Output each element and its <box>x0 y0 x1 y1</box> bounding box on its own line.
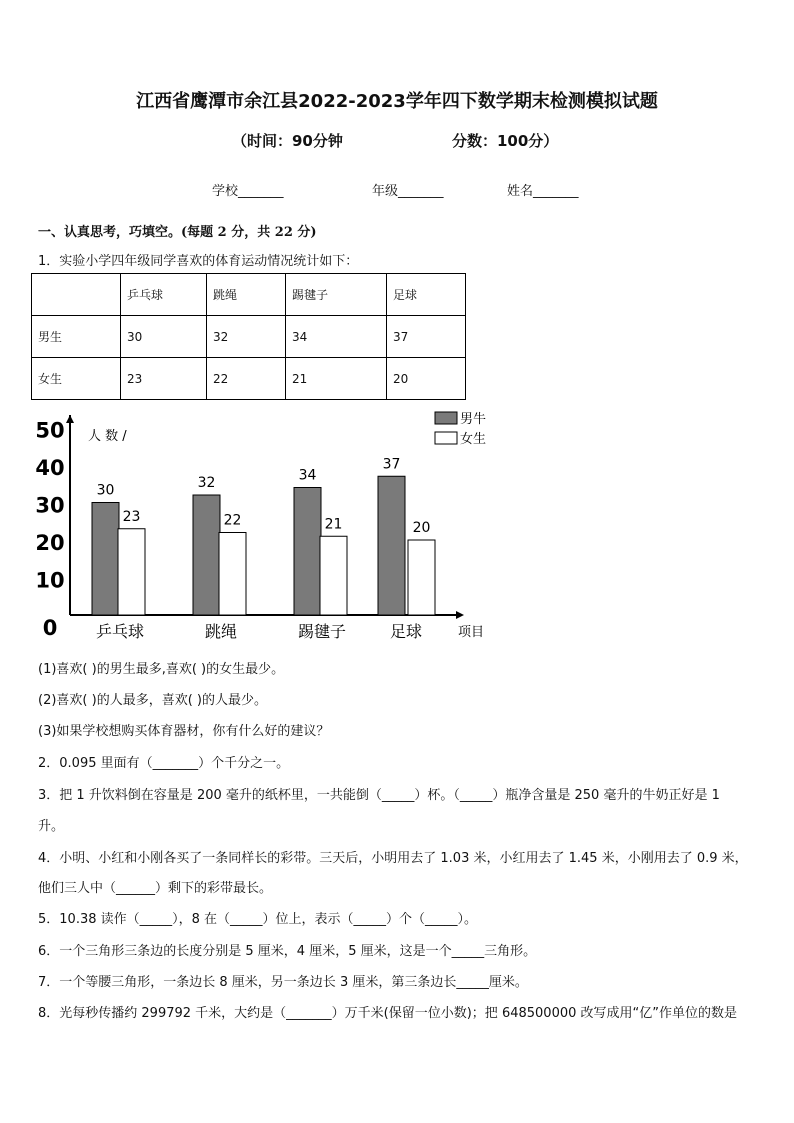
question-line: 6．一个三角形三条边的长度分别是 5 厘米，4 厘米，5 厘米，这是一个_____三角形。 <box>38 944 537 959</box>
exam-score: 分数：100分） <box>452 132 559 150</box>
name-field[interactable]: 姓名_______ <box>507 184 579 199</box>
stats-table <box>31 273 466 400</box>
table-cell: 32 <box>207 316 286 358</box>
legend-swatch-girls <box>435 432 457 444</box>
question-line: 2．0.095 里面有（_______）个千分之一。 <box>38 756 290 771</box>
data-label: 21 <box>324 516 343 533</box>
table-cell: 男生 <box>32 316 121 358</box>
y-tick-label: 20 <box>35 531 65 555</box>
y-axis-arrow <box>66 415 74 423</box>
data-label: 23 <box>122 508 141 525</box>
data-label: 20 <box>412 520 431 536</box>
question-1-part-1: (1)喜欢( )的男生最多,喜欢( )的女生最少。 <box>38 662 285 677</box>
y-tick-label: 10 <box>35 568 65 593</box>
data-label: 30 <box>96 482 115 499</box>
question-line: 5．10.38 读作（_____），8 在（_____）位上，表示（_____）个（_____）。 <box>38 912 478 927</box>
school-field[interactable]: 学校_______ <box>212 184 284 199</box>
table-cell: 34 <box>286 316 387 358</box>
table-cell <box>32 274 121 316</box>
grade-field[interactable]: 年级_______ <box>372 184 444 199</box>
data-label: 34 <box>298 467 317 484</box>
table-cell: 30 <box>121 316 207 358</box>
bar-girls <box>118 529 145 615</box>
bar-boys <box>92 503 119 616</box>
table-cell: 乒乓球 <box>121 274 207 316</box>
x-tick-label: 足球 <box>389 622 423 641</box>
bar-boys <box>294 488 321 616</box>
data-label: 32 <box>197 475 216 491</box>
table-cell: 20 <box>387 358 466 400</box>
bar-girls <box>219 533 246 616</box>
table-row <box>32 316 466 358</box>
question-line: 8．光每秒传播约 299792 千米，大约是（_______）万千米(保留一位小数)；把 648500000 改写成用“亿”作单位的数是 <box>38 1006 737 1021</box>
question-line: 4．小明、小红和小刚各买了一条同样长的彩带。三天后，小明用去了 1.03 米，小红用去了 1.45 米，小刚用去了 0.9 米， <box>38 851 748 866</box>
bar-girls <box>408 540 435 615</box>
y-tick-label: 30 <box>35 493 65 518</box>
question-line: 3．把 1 升饮料倒在容量是 200 毫升的纸杯里，一共能倒（_____）杯。（_____）瓶净含量是 250 毫升的牛奶正好是 1 <box>38 788 720 803</box>
question-1-part-3: (3)如果学校想购买体育器材，你有什么好的建议？ <box>38 724 330 739</box>
table-cell: 23 <box>121 358 207 400</box>
x-axis-label: 项目 <box>458 625 485 640</box>
legend-label: 女生 <box>460 432 487 447</box>
x-tick-label: 乒乓球 <box>95 622 145 641</box>
y-tick-label: 50 <box>35 418 65 443</box>
bar-boys <box>378 476 405 615</box>
question-1-text: 1．实验小学四年级同学喜欢的体育运动情况统计如下： <box>38 254 359 269</box>
y-tick-label: 40 <box>35 456 65 480</box>
y-axis-label: 人 数 / <box>88 429 127 444</box>
table-cell: 跳绳 <box>207 274 286 316</box>
table-cell: 踢毽子 <box>286 274 387 316</box>
table-cell: 足球 <box>387 274 466 316</box>
section-heading: 一、认真思考，巧填空。(每题 2 分，共 22 分) <box>38 225 317 240</box>
y-tick-label: 0 <box>42 616 58 640</box>
table-cell: 37 <box>387 316 466 358</box>
question-line: 他们三人中（______）剩下的彩带最长。 <box>38 881 273 896</box>
question-1-part-2: (2)喜欢( )的人最多，喜欢( )的人最少。 <box>38 693 267 708</box>
exam-time: （时间：90分钟 <box>232 132 343 150</box>
table-row <box>32 274 466 316</box>
question-line: 7．一个等腰三角形，一条边长 8 厘米，另一条边长 3 厘米，第三条边长_____厘米。 <box>38 975 528 990</box>
bar-chart <box>30 405 500 645</box>
x-tick-label: 跳绳 <box>204 622 238 641</box>
legend-label: 男牛 <box>460 412 487 427</box>
table-cell: 22 <box>207 358 286 400</box>
table-cell: 21 <box>286 358 387 400</box>
bar-girls <box>320 536 347 615</box>
table-cell: 女生 <box>32 358 121 400</box>
question-line: 升。 <box>38 819 65 834</box>
table-row <box>32 358 466 400</box>
exam-title: 江西省鹰潭市余江县2022-2023学年四下数学期末检测模拟试题 <box>136 91 658 112</box>
x-axis-arrow <box>456 611 464 619</box>
legend-swatch-boys <box>435 412 457 424</box>
data-label: 37 <box>382 456 401 473</box>
bar-boys <box>193 495 220 615</box>
data-label: 22 <box>223 512 242 529</box>
x-tick-label: 踢毽子 <box>297 622 347 641</box>
